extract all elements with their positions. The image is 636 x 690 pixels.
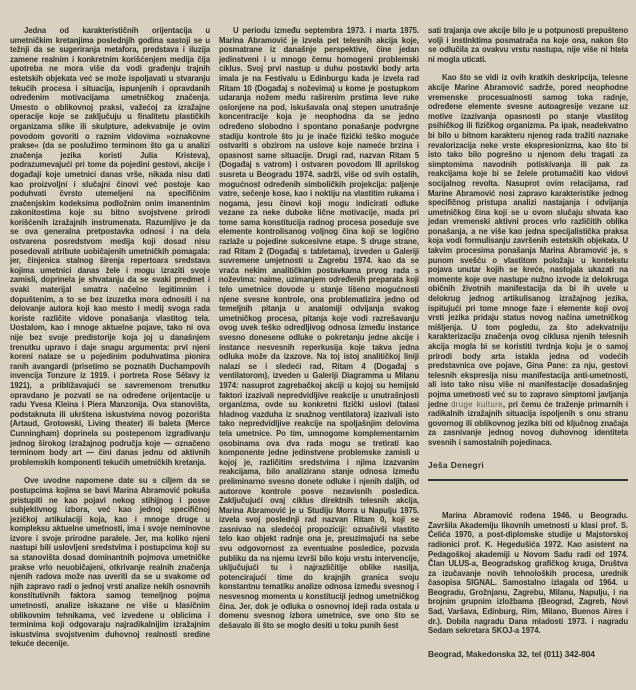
essay-paragraph-continuation: sati trajanja ove akcije bilo je u potpunosti prepušteno volji i instinktima posmatrača na koje ona, nakon što se odlučila za ovakvu vrstu nastupa, nije više ni htela ni mogla uticati. bbox=[428, 26, 628, 64]
text-column-2 bbox=[219, 26, 419, 690]
author-signature: Ješa Denegri bbox=[428, 459, 485, 470]
paragraph-text-after-emphasis: , pri čemu će traženje primarnih i radikalnih izražajnih situacija ispoljenih s onu stranu govornog ili oblikovnog jezika biti od ključnog značaja za zasnivanje jednog novog duhovnog identiteta svesnih i samostalnih pojedinaca. bbox=[428, 399, 628, 447]
artist-bio-paragraph: Marina Abramović rođena 1946. u Beogradu. Završila Akademiju likovnih umetnosti u klasi prof. S. Ćelića 1970, a post-diplomske studije u Majstorskoj radionici prof. K. Hegedušića 1972. Kao asistent na Pedagoškoj akademiji u Novom Sadu radi od 1974. Član ULUS-a, Beogradskog grafičkog kruga, Društva za izučavanje novih tehnoloških procesa, urednik časopisa SIGNAL. Samostalno izlagala od 1964. u Beogradu, Grožnjanu, Zagrebu, Milanu, Napulju, i na brojnim grupnim izložbama (Beograd, Zagreb, Novi Sad, Varšava, Edinburg, Rim, Milano, Buenos Aires i dr.). Dobila nagradu Dana mladosti 1973. i nagradu Sedam sekretara SKOJ-a 1974. bbox=[428, 511, 628, 636]
emphasized-phrase: druge kulture bbox=[451, 399, 503, 409]
paragraph-text-before-emphasis: Kao što se vidi iz ovih kratkih deskripcija, telesne akcije Marine Abramović sadrže, pored neophodne vremenske procesualnosti samog toka radnje, određene elemente svesne autoagresije vezane uz motive izazivanja opasnosti po stanje vlastitog psihičkog ili fizičkog organizma. Pa ipak, neadekvatno bi bilo u bitnom karakteru njenog rada tražiti naznake revalorizacija neke vrste ekspresionizma, kao što bi isto tako bilo pogrešno u njenom delu tragati za simptomima navodnih potiskivanja ili pak za reakcijama koje bi se želele protumačiti kao vidovi socijalnog revolta. Nasuprot ovim relacijama, rad Marine Abramović nosi zapravo karakteristike jednog specifičnog pristupa analizi nastajanja i odvijanja umetničkog čina koji se u ovom slučaju shvata kao jedan vremenski aktivni proces vrlo različitih oblika ponašanja, a ne više kao jedna specijalistička praksa koja vodi formulisanju završenih estetskih objekata. U takvim procesima ponašanja Marina Abramović je, s punom svešću o vlastitom položaju u kontekstu pojava unutar kojih se kreće, nastojala ukazati na momente koje ove nastupe nužno izvode iz delokruga običnih životnih manifestacija da bi ih uvele u delokrug jednog artikulisanog izražajnog jezika, ispitujući pri tome mnoge faze i elemente koji ovoj vrsti jezika pridaju status novog načina umetničkog mišljenja. U tom pogledu, za što adekvatniju karakterizaciju značenja ovog ciklusa njenih telesnih akcija mogla bi se koristiti tvrdnja koju je o samoj prirodi body arta istakla jedna od vodećih predstavnica ove pojave, Gina Pane: za nju, gestovi telesnih ekspresija nisu manifestacija anti-umetnosti, ali isto tako nisu više ni manifestacije dosadašnjeg pojma umetnosti već su to zapravo simptomi javljanja jedne bbox=[428, 73, 628, 409]
contact-address: Beograd, Makedonska 32, tel (011) 342-804 bbox=[428, 648, 595, 659]
essay-paragraph-remarks: Ove uvodne napomene date su s ciljem da se postupcima kojima se bavi Marina Abramović pokuša pristupiti ne kao pojavi nekog stihijnog i posve subjektivnog izbora, već kao jednoj specifičnoj jezičkoj artikulaciji koja, kao i mnoge druge u kompleksu aktuelne umetnosti, ima i svoje neminovne izvore i svoje prirodne paralele. Jer, ma koliko njeni nastupi bili uslovljeni sredstvima i postupcima koji su sa stanovišta dosad dominantnih pojmova umetničke prakse vrlo neuobičajeni, otkrivanje realnih značenja njenih radova može nas uveriti da se u svakome od njih zapravo radi o jednoj vrsti analize nekih osnovnih konstitutivnih faktora samog temeljnog pojma umetnosti, analize iskazane ne više u klasičnim oblikovnim tehnikama, već izvedene u oblicima i terminima koji odgovaraju najradikalnijim izražajnim iskustvima svojstvenim duhovnoj realnosti sredine tekuće decenije. bbox=[10, 476, 210, 649]
text-column-1 bbox=[10, 26, 210, 690]
text-column-3 bbox=[428, 26, 628, 690]
essay-paragraph-intro: Jedna od karakterističnih orijentacija u umetničkim kretanjima poslednjih godina sastoji se u težnji da se sugeriranja metafora, predstava i iluzija zamene realnim i konkretnim korišćenjem medija čija upotreba ne mora više da vodi građenju trajnih estetskih objekata već se može ispoljavati u stvaranju tekućih procesa i situacija, ispunjenih i opravdanih određenim motivacijama umetničkog značenja. Umesto o oblikovnoj praksi, važećoj za izražajne operacije koje se zaključuju u finalitetu plastičkih organizama slike ili skulpture, adekvatnije je ovim povodom govoriti o raznim vidovima »oznakovne prakse« (da se poslužimo terminom što ga u analizi značenja jezika koristi Julia Kristeva), podrazumevajući pri tome da pojedini gestovi, akcije i događaji koje umetnici danas vrše, nikada nisu dati kao proizvoljni i slučajni činovi već postoje kao poduhvati čvrsto utemeljeni na specifičnim značenjskim kodeksima podložnim onim imanentnim zakonitostima koje su bitno svojstvene prirodi korišćenih izražajnih instrumenata. Razumljivo je da se ova generalna pretpostavka odnosi i na dela ostvarena posredstvom medija koji dosad nisu posedovali atribute uobičajenih umetničkih pomagala: jer, činjenica stalnog širenja repertoara sredstava kojima umetnici danas žele i mogu izraziti svoje zamisli, doprinela je shvatanju da se svaki predmet i svaki materijal smatra načelno legitimnim i dopuštenim, a to se bez izuzetka mora odnositi i na delovanje autora koji kao mesto i medij svoga rada koriste različite vidove ponašanja vlastitog tela. Uostalom, kao i mnoge aktuelne pojave, tako ni ova nije bez svoje predistorije koja joj u današnjem trenutku upravo i daje snagu argumenta: prvi njeni koreni nalaze se u pojedinim poduhvatima pionira ranih avangardi (prisetimo se poznatih Duchampovih invencija Tonzure iz 1919. i portreta Rose Sélavy iz 1921), a približavajući se savremenom trenutku opravdano je pozvati se na određene orijentacije u radu Yvesa Kleina i Piera Manzonija. Ova stanovišta, podstaknuta ili ukrštena iskustvima novog pozorišta (Artaud, Grotowski, Living theater) ili baleta (Merce Cunningham) doprinela su postepenom izgrađivanju jednog širokog izražajnog područja koje — označeno terminom body art — čini danas jednu od aktivnih problemskih komponenti tekućih umetničkih kretanja. bbox=[10, 26, 210, 467]
divider-rule bbox=[428, 479, 628, 481]
essay-paragraph-conclusion bbox=[428, 73, 628, 447]
essay-paragraph-actions: U periodu između septembra 1973. i marta 1975. Marina Abramović je izvela pet telesnih akcija koje, posmatrane iz današnje perspektive, čine jedan jedinstveni i u mnogo čemu homogeni problemski ciklus. Svoj prvi nastup u duhu postavki body arta imala je na Festivalu u Edinburgu kada je izvela rad Ritam 10 (Događaj s noževima) u kome je postupkom udaranja nožem među raširenim prstima leve ruke oslonjene na pod, iskušavala onaj stepen unutrašnje koncentracije koja je neophodna da se jedno određeno slobodno i spontano ponašanje podvrgne stadiju kontrole što ju je inače fizički teško moguće ostvariti s obzirom na uslove koje nameće brzina i opasnost same situacije. Drugi rad, nazvan Ritam 5 (Događaj s vatrom) i ostvaren povodom III aprilskog susreta u Beogradu 1974. sadrži, više od svih ostalih, mogućnost određenih simboličkih projekcija: paljenje vatre, sečenje kose, kao i noktiju na vlastitim rukama i nogama, jesu činovi koji mogu indicirati odluke vezane za neke duboke lične motivacije, mada pri tome sama konstitucija radnog procesa poseduje sve elemente kontrolisanog voljnog čina koji se logično razlaže u pojedine sukcesivne etape. S druge strane, rad Ritam 2 (Događaj s tabletama), izveden u Galeriji suvremene umjetnosti u Zagrebu 1974. kao da se vraća nekim analitičkim postavkama prvog rada s noževima: naime, uzimanjem određenih preparata koji telo umetnice dovode u stanje lišeno mogućnosti njene svesne kontrole, ona problematizira jedno od temeljnih pitanja u anatomiji odvijanja svakog umetničkog procesa, pitanja koje vodi razrešavanju ovog uvek teško odredljivog odnosa između instance svesno donesene odluke o pokretanju jedne akcije i instance nesvesnih reperkusija koje takva jedna odluka može da izazove. Na toj istoj analitičkoj liniji nalazi se i sledeći rad, Ritam 4 (Događaj s ventilatorom), izveden u Galeriji Diagramma u Milanu 1974: nasuprot zagrebačkoj akciji u kojoj su hemijski faktori izazivali nepredvidljive reakcije u unutrašnjosti organizma, ovde su konkretni fizički uslovi (talasi hladnog vazduha iz snažnog ventilatora) izazivali isto tako nepredvidljive reakcije na spoljašnjim delovima tela umetnice. Po tim, umnogome komplementarnim osobinama ova dva rada mogu se tretirati kao komponente jedne jedinstvene problemske zamisli u kojoj je, različitim sredstvima i njima izazvanim reakcijama, bilo analizirano stanje odnosa između preliminarno svesno donete odluke i njenih daljih, od autorove kontrole posve nezavisnih posledica. Zaključujući ovaj ciklus direktnih telesnih akcija, Marina Abramović je u Studiju Morra u Napulju 1975. izvela svoj poslednji rad nazvan Ritam 0, koji se zasnivao na sledećoj propoziciji: označivši vlastito telo kao objekt radnje ona je, preuzimajući na sebe svu odgovornost za eventualne posledice, pozvala publiku da na njemu izvrši bilo koju vrstu intervencije, uključujući tu i najrazličitije oblike nasilja, potencirajući time do krajnjih granica svoju konstantnu tematiku analize odnosa između svesnog i nesvesnog momenta u konstituciji jednog umetničkog čina. Jer, dok je odluka o osnovnoj ideji rada ostala u domenu svesnog izbora umetnice, sve ono što se dešavalo ili što se moglo desiti u toku punih šest bbox=[219, 26, 419, 630]
